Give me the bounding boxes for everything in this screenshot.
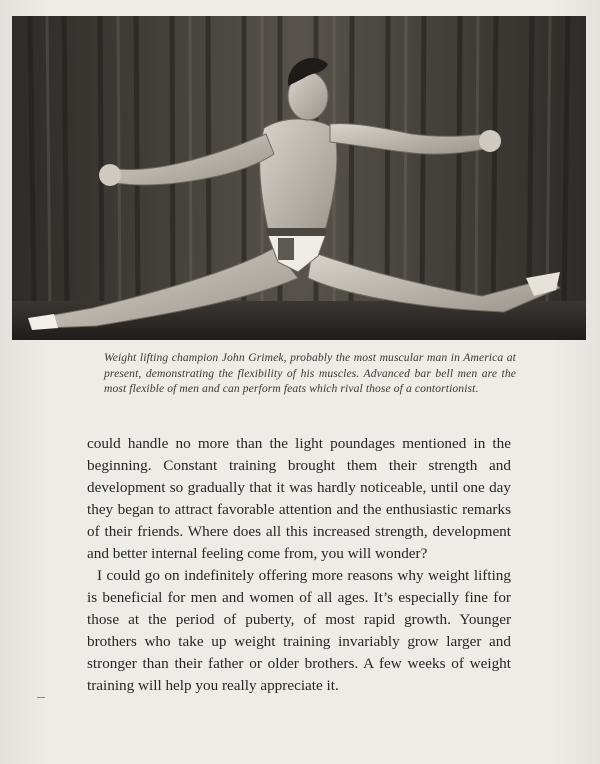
margin-mark	[37, 697, 45, 698]
photo-weightlifter-split	[12, 16, 586, 340]
photograph-icon	[12, 16, 586, 340]
photo-caption: Weight lifting champion John Grimek, probably the most muscular man in America at present, demonstrating the flexibility of his muscles. Advanced bar bell men are the most flexible of men and can perform feats which rival those of a contortionist.	[104, 351, 516, 396]
paragraph-1: could handle no more than the light poundages mentioned in the beginning. Constant training brought them their strength and development so gradually that it was hardly noticeable, until one day they began to attract favorable attention and the enthusiastic remarks of their friends. Where does all this increased strength, development and better internal feeling come from, you will wonder?	[87, 435, 511, 562]
body-text	[87, 433, 511, 697]
paragraph-2: I could go on indefinitely offering more reasons why weight lifting is beneficial for men and women of all ages. It’s especially fine for those at the period of puberty, of most rapid growth. Younger brothers who take up weight training invariably grow larger and stronger than their father or older brothers. A few weeks of weight training will help you really appreciate it.	[87, 567, 511, 694]
